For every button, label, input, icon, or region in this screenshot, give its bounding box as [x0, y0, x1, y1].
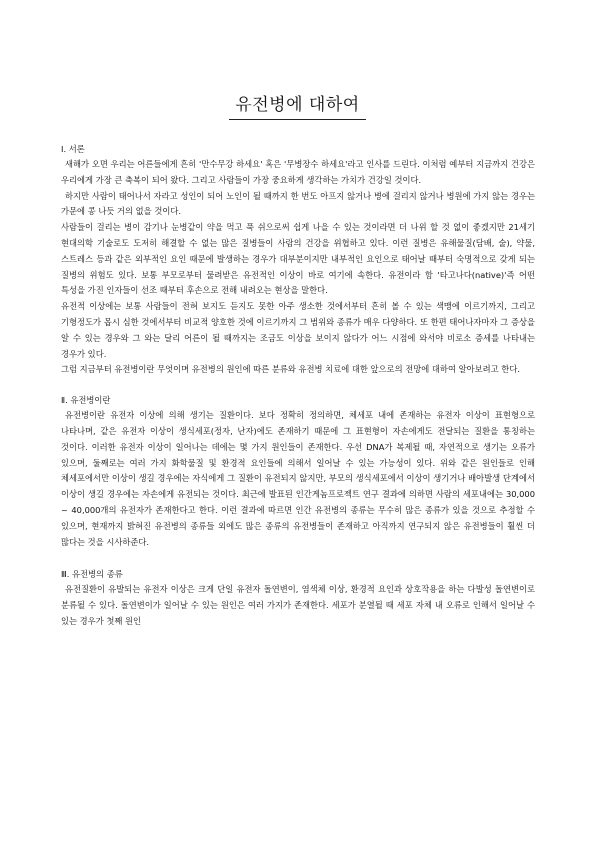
paragraph: 그럼 지금부터 유전병이란 무엇이며 유전병의 원인에 따른 분류와 유전병 치료에 대한 앞으로의 전망에 대하여 알아보려고 한다. [61, 364, 520, 375]
title-wrap [0, 94, 595, 120]
section-spacer [61, 378, 535, 394]
document-body [61, 143, 535, 630]
section-introduction [61, 143, 535, 378]
section-heading: Ⅱ. 유전병이란 [61, 395, 111, 406]
paragraph: 하지만 사람이 태어나서 자라고 성인이 되어 노인이 될 때까지 한 번도 아프지 않거나 병에 걸리지 않거나 병원에 가지 않는 경우는 가문에 콩 나듯 거의 없을 것이다. [61, 190, 535, 217]
paragraph: 유전적 이상에는 보통 사람들이 전혀 보지도 듣지도 못한 아주 생소한 것에서부터 흔히 볼 수 있는 색맹에 이르기까지, 그리고 기형정도가 몹시 심한 것에서부터 비교적 양호한 것에 이르기까지 그 범위와 종류가 매우 다양하다. 또 한편 태어나자마자 그 증상을 알 수 있는 경우와 그 와는 달리 어른이 될 때까지는 조금도 이상을 보이지 않다가 어느 시점에 와서야 비로소 증세를 나타내는 경우가 있다. [61, 301, 535, 359]
section-spacer [61, 550, 535, 568]
section-heading: Ⅰ. 서론 [61, 144, 85, 154]
paragraph: 사람들이 걸리는 병이 감기나 눈병같이 약을 먹고 푹 쉬으로써 쉽게 나을 수 있는 것이라면 더 나위 할 것 없이 좋겠지만 21세기 현대의학 기술로도 도저히 해결할 수 없는 많은 질병들이 사람의 건강을 위협하고 있다. 이런 질병은 유해물질(담배, 술), 약물, 스트레스 등과 같은 외부적인 요인 때문에 발생하는 경우가 대부분이지만 내부적인 요인으로 태어날 때부터 숙명적으로 갖게 되는 질병의 위험도 있다. 보통 부모로부터 물려받은 유전적인 이상이 바로 여기에 속한다. 유전이라 함 '타고나다(native)'즉 어떤 특성을 가진 인자들이 선조 때부터 후손으로 전해 내려오는 현상을 말한다. [61, 222, 535, 296]
paragraph: 유전병이란 유전자 이상에 의해 생기는 질환이다. 보다 정확히 정의하면, 체세포 내에 존재하는 유전자 이상이 표현형으로 나타나며, 같은 유전자 이상이 생식세포(정자, 난자)에도 존재하기 때문에 그 표현형이 자손에게도 전달되는 질환을 통칭하는 것이다. 이러한 유전자 이상이 일어나는 데에는 몇 가지 원인들이 존재한다. 우선 DNA가 복제될 때, 자연적으로 생기는 오류가 있으며, 둘째로는 여러 가지 화학물질 및 환경적 요인들에 의해서 일어날 수 있는 가능성이 있다. 위와 같은 원인들로 인해 체세포에서만 이상이 생길 경우에는 자식에게 그 질환이 유전되지 않지만, 부모의 생식세포에서 이상이 생기거나 배아발생 단계에서 이상이 생길 경우에는 자손에게 유전되는 것이다. 최근에 발표된 인간게놈프로젝트 연구 결과에 의하면 사람의 세포내에는 30,000 ~ 40,000개의 유전자가 존재한다고 한다. 이런 결과에 따르면 인간 유전병의 종류는 무수히 많은 종류가 있을 것으로 추정할 수 있으며, 현재까지 밝혀진 유전병의 종류들 외에도 많은 종류의 유전병들이 존재하고 아직까지 연구되지 않은 유전병들이 훨씬 더 많다는 것을 시사하준다. [61, 410, 535, 547]
section-definition [61, 394, 535, 550]
paragraph: 유전질환이 유발되는 유전자 이상은 크게 단일 유전자 돌연변이, 염색체 이상, 환경적 요인과 상호작용을 하는 다발성 돌연변이로 분류될 수 있다. 돌연변이가 일어날 수 있는 원인은 여러 가지가 존재한다. 세포가 분열될 때 세포 자체 내 오류로 인해서 일어날 수 있는 경우가 첫째 원인 [61, 584, 535, 626]
section-heading: Ⅲ. 유전병의 종류 [61, 569, 123, 580]
page-title: 유전병에 대하여 [229, 94, 365, 120]
section-types [61, 568, 535, 629]
paragraph: 새해가 오면 우리는 어른들에게 흔히 '만수무강 하세요' 혹은 '무병장수 하세요'라고 인사를 드린다. 이처럼 예부터 지금까지 건강은 우리에게 가장 큰 축복이 되어 왔다. 그리고 사람들이 가장 중요하게 생각하는 가치가 건강일 것이다. [61, 159, 535, 185]
